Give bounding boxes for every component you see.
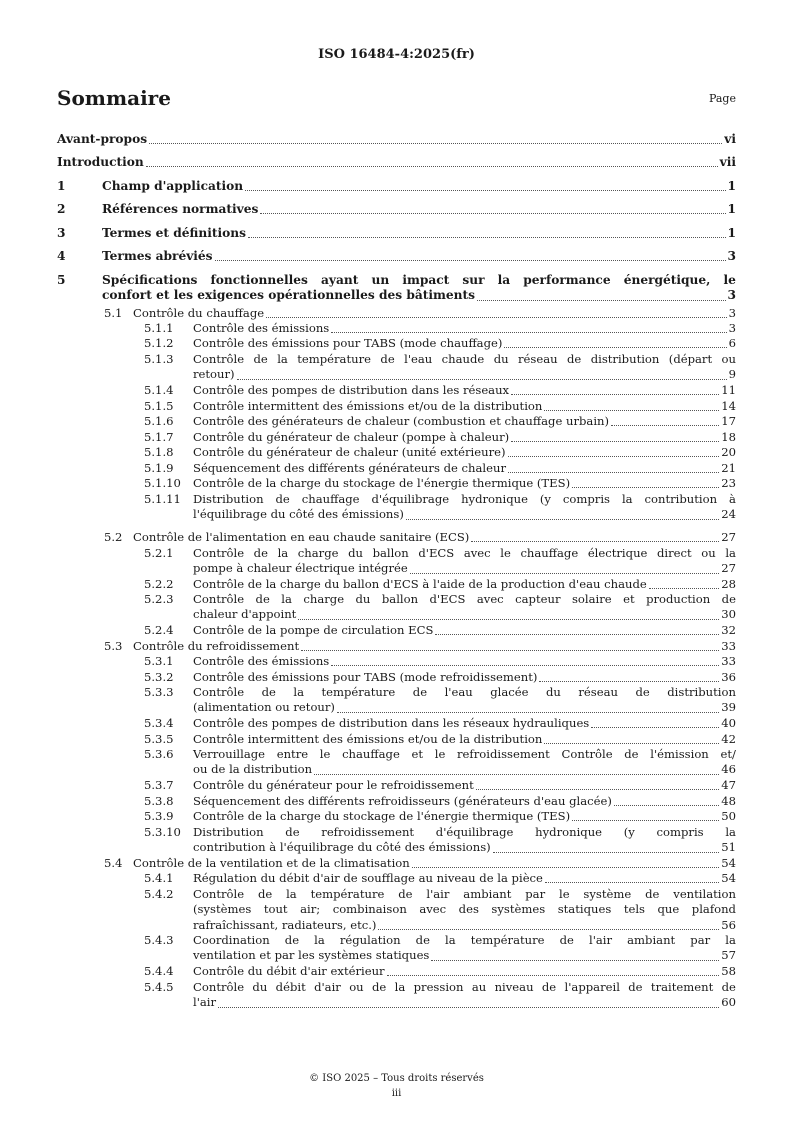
toc-entry-page: 11 — [721, 383, 736, 397]
toc-entry-title: Régulation du débit d'air de soufflage au niveau de la pièce — [193, 871, 543, 885]
toc-entry-title: Verrouillage entre le chauffage et le refroidissement Contrôle de l'émission et/ — [193, 747, 736, 761]
dot-leader — [431, 960, 719, 961]
toc-entry-page: 33 — [721, 639, 736, 653]
toc-entry-number: 5.3.2 — [144, 670, 174, 684]
toc-entry-number: 5.3.7 — [144, 778, 174, 792]
toc-entry-page: 20 — [721, 445, 736, 459]
dot-leader — [245, 190, 725, 191]
dot-leader — [149, 143, 722, 144]
toc-entry-number: 2 — [57, 202, 66, 216]
toc-entry-page: 1 — [727, 179, 736, 193]
toc-entry-title: (alimentation ou retour) — [193, 700, 335, 715]
toc-entry-page: 39 — [721, 700, 736, 715]
toc-entry-page: 27 — [721, 561, 736, 576]
toc-entry-page: 30 — [721, 607, 736, 622]
dot-leader — [435, 634, 719, 635]
toc-entry-number: 5.3.8 — [144, 794, 174, 808]
dot-leader — [572, 487, 719, 488]
dot-leader — [412, 867, 720, 868]
toc-entry-number: 1 — [57, 179, 66, 193]
toc-entry-title: Contrôle des émissions pour TABS (mode refroidissement) — [193, 670, 538, 684]
toc-entry-title: Introduction — [57, 155, 144, 169]
toc-entry-number: 5.1.3 — [144, 352, 174, 366]
toc-entry-page: 14 — [721, 399, 736, 413]
dot-leader — [544, 743, 719, 744]
toc-entry-number: 5.2.1 — [144, 546, 174, 560]
dot-leader — [471, 541, 719, 542]
toc-entry-number: 5.2.2 — [144, 577, 174, 591]
toc-entry-title: Contrôle de la charge du stockage de l'énergie thermique (TES) — [193, 476, 571, 490]
dot-leader — [504, 347, 726, 348]
toc-entry-page: 54 — [721, 871, 736, 885]
toc-entry-title: Contrôle du débit d'air ou de la pression au niveau de l'appareil de traitement de — [193, 980, 736, 994]
toc-entry-number: 5.1.5 — [144, 399, 174, 413]
dot-leader — [314, 774, 719, 775]
dot-leader — [378, 929, 719, 930]
toc-entry-title: (systèmes tout air; combinaison avec des systèmes statiques tels que plafond — [193, 902, 736, 917]
toc-entry-page: 56 — [721, 917, 736, 932]
toc-entry-title: ou de la distribution — [193, 762, 313, 777]
toc-entry-page: 42 — [721, 732, 736, 746]
toc-entry-page: 1 — [727, 226, 736, 240]
page-column-label: Page — [708, 92, 736, 105]
toc-entry-number: 5.4.2 — [144, 887, 174, 901]
toc-entry-title: Contrôle de la température de l'air ambiant par le système de ventilation — [193, 887, 736, 901]
dot-leader — [215, 260, 726, 261]
toc-entry-title: chaleur d'appoint — [193, 607, 297, 622]
toc-entry-page: 3 — [728, 306, 736, 320]
toc-entry-number: 5.1.1 — [144, 321, 174, 335]
toc-entry-title: Contrôle des émissions pour TABS (mode chauffage) — [193, 336, 503, 350]
dot-leader — [611, 425, 719, 426]
toc-entry-title: retour) — [193, 367, 235, 382]
toc-entry-title: Contrôle du débit d'air extérieur — [193, 964, 385, 978]
toc-entry-page: 60 — [721, 995, 736, 1010]
toc-entry-number: 3 — [57, 226, 66, 240]
dot-leader — [331, 332, 726, 333]
dot-leader — [260, 213, 725, 214]
toc-entry-number: 5.3.10 — [144, 825, 181, 839]
toc-entry-page: 32 — [721, 623, 736, 637]
toc-entry-number: 4 — [57, 249, 66, 263]
toc-entry-number: 5.1.4 — [144, 383, 174, 397]
toc-entry-page: 58 — [721, 964, 736, 978]
dot-leader — [146, 166, 718, 167]
dot-leader — [591, 727, 719, 728]
toc-entry-title: Spécifications fonctionnelles ayant un impact sur la performance énergétique, le — [102, 273, 736, 287]
toc-entry-title: ventilation et par les systèmes statiques — [193, 948, 430, 963]
toc-entry-page: 24 — [721, 507, 736, 522]
toc-entry-number: 5.1.2 — [144, 336, 174, 350]
dot-leader — [387, 975, 720, 976]
dot-leader — [511, 441, 719, 442]
toc-entry-title: Contrôle intermittent des émissions et/ou de la distribution — [193, 399, 543, 413]
toc-entry-page: 18 — [721, 430, 736, 444]
toc-entry-page: 33 — [721, 654, 736, 668]
toc-entry-number: 5.1.7 — [144, 430, 174, 444]
toc-entry-title: Séquencement des différents refroidisseurs (générateurs d'eau glacée) — [193, 794, 612, 808]
toc-entry-title: Champ d'application — [102, 179, 244, 193]
dot-leader — [545, 882, 719, 883]
dot-leader — [508, 456, 720, 457]
toc-entry-page: 3 — [728, 321, 736, 335]
toc-entry-title: Contrôle de la température de l'eau glacée du réseau de distribution — [193, 685, 736, 699]
toc-entry-page: 57 — [721, 948, 736, 963]
toc-entry-number: 5.2 — [104, 530, 123, 544]
toc-entry-page: 48 — [721, 794, 736, 808]
toc-entry-page: 46 — [721, 762, 736, 777]
toc-entry-number: 5.1.8 — [144, 445, 174, 459]
toc-entry-number: 5.2.4 — [144, 623, 174, 637]
toc-entry-page: 17 — [721, 414, 736, 428]
toc-entry-title: Distribution de refroidissement d'équilibrage hydronique (y compris la — [193, 825, 736, 839]
page-title: Sommaire — [57, 86, 171, 110]
toc-entry-page: 3 — [727, 249, 736, 263]
toc-entry-number: 5.1.10 — [144, 476, 181, 490]
toc-entry-page: 28 — [721, 577, 736, 591]
toc-entry-title: Contrôle de l'alimentation en eau chaude sanitaire (ECS) — [133, 530, 470, 544]
toc-entry-number: 5.1 — [104, 306, 123, 320]
dot-leader — [511, 394, 719, 395]
dot-leader — [544, 410, 719, 411]
toc-entry-title: Termes et définitions — [102, 226, 246, 240]
dot-leader — [572, 820, 719, 821]
toc-entry-title: Contrôle des générateurs de chaleur (combustion et chauffage urbain) — [193, 414, 610, 428]
dot-leader — [493, 852, 720, 853]
toc-entry-number: 5.3.4 — [144, 716, 174, 730]
toc-entry-title: Contrôle du chauffage — [133, 306, 265, 320]
dot-leader — [266, 317, 727, 318]
toc-entry-title: rafraîchissant, radiateurs, etc.) — [193, 917, 377, 932]
toc-entry-number: 5.3.5 — [144, 732, 174, 746]
toc-entry-page: 9 — [728, 367, 736, 382]
dot-leader — [508, 472, 719, 473]
toc-entry-page: 27 — [721, 530, 736, 544]
toc-entry-number: 5.3.6 — [144, 747, 174, 761]
toc-entry-page: 47 — [721, 778, 736, 792]
toc-entry-page: vii — [719, 155, 736, 169]
toc-entry-number: 5.4.1 — [144, 871, 174, 885]
toc-entry-page: vi — [724, 132, 736, 146]
toc-entry-number: 5.3 — [104, 639, 123, 653]
toc-entry-title: pompe à chaleur électrique intégrée — [193, 561, 408, 576]
toc-entry-title: Contrôle des émissions — [193, 654, 330, 668]
toc-entry-page: 1 — [727, 202, 736, 216]
toc-entry-number: 5.3.1 — [144, 654, 174, 668]
toc-entry-title: Termes abréviés — [102, 249, 213, 263]
toc-entry-title: Contrôle intermittent des émissions et/ou de la distribution — [193, 732, 543, 746]
toc-entry-title: contribution à l'équilibrage du côté des émissions) — [193, 840, 491, 855]
dot-leader — [331, 665, 719, 666]
toc-entry-title: Contrôle du générateur de chaleur (pompe à chaleur) — [193, 430, 510, 444]
page-number: iii — [391, 1088, 402, 1099]
toc-entry-page: 23 — [721, 476, 736, 490]
toc-entry-title: Distribution de chauffage d'équilibrage hydronique (y compris la contribution à — [193, 492, 736, 506]
dot-leader — [298, 619, 719, 620]
toc-entry-number: 5.3.3 — [144, 685, 174, 699]
document-header: ISO 16484-4:2025(fr) — [318, 47, 475, 62]
toc-entry-page: 51 — [721, 840, 736, 855]
toc-entry-page: 40 — [721, 716, 736, 730]
toc-entry-title: Contrôle de la température de l'eau chaude du réseau de distribution (départ ou — [193, 352, 736, 366]
toc-entry-title: Références normatives — [102, 202, 259, 216]
toc-entry-title: Séquencement des différents générateurs de chaleur — [193, 461, 506, 475]
toc-entry-title: Contrôle du générateur de chaleur (unité extérieure) — [193, 445, 506, 459]
toc-entry-title: l'air — [193, 995, 217, 1010]
dot-leader — [301, 650, 719, 651]
toc-entry-number: 5.1.6 — [144, 414, 174, 428]
dot-leader — [218, 1007, 719, 1008]
toc-entry-title: Coordination de la régulation de la température de l'air ambiant par la — [193, 933, 736, 947]
toc-entry-number: 5.4.4 — [144, 964, 174, 978]
toc-entry-title: Contrôle de la charge du ballon d'ECS à l'aide de la production d'eau chaude — [193, 577, 647, 591]
toc-entry-page: 50 — [721, 809, 736, 823]
toc-entry-number: 5 — [57, 273, 66, 287]
toc-entry-title: Contrôle du générateur pour le refroidissement — [193, 778, 474, 792]
dot-leader — [237, 379, 727, 380]
dot-leader — [248, 237, 726, 238]
toc-entry-title: l'équilibrage du côté des émissions) — [193, 507, 404, 522]
dot-leader — [410, 573, 719, 574]
toc-entry-page: 6 — [728, 336, 736, 350]
dot-leader — [649, 588, 719, 589]
toc-entry-title: Contrôle du refroidissement — [133, 639, 300, 653]
toc-entry-title: Contrôle de la pompe de circulation ECS — [193, 623, 434, 637]
dot-leader — [337, 712, 719, 713]
toc-entry-title: Contrôle de la charge du ballon d'ECS avec capteur solaire et production de — [193, 592, 736, 606]
toc-entry-title: Avant-propos — [57, 132, 148, 146]
toc-entry-number: 5.2.3 — [144, 592, 174, 606]
toc-entry-number: 5.4 — [104, 856, 123, 870]
toc-entry-page: 21 — [721, 461, 736, 475]
toc-entry-number: 5.3.9 — [144, 809, 174, 823]
toc-entry-page: 54 — [721, 856, 736, 870]
copyright-notice: © ISO 2025 – Tous droits réservés — [309, 1073, 484, 1084]
toc-entry-title: Contrôle de la charge du stockage de l'énergie thermique (TES) — [193, 809, 571, 823]
dot-leader — [476, 789, 719, 790]
dot-leader — [614, 805, 719, 806]
toc-entry-title: Contrôle de la ventilation et de la climatisation — [133, 856, 410, 870]
toc-entry-number: 5.1.11 — [144, 492, 181, 506]
toc-entry-page: 36 — [721, 670, 736, 684]
toc-entry-number: 5.4.5 — [144, 980, 174, 994]
dot-leader — [406, 519, 719, 520]
toc-entry-title: Contrôle des émissions — [193, 321, 330, 335]
dot-leader — [477, 300, 725, 301]
dot-leader — [539, 681, 719, 682]
toc-entry-title: confort et les exigences opérationnelles des bâtiments — [102, 288, 476, 303]
toc-entry-number: 5.1.9 — [144, 461, 174, 475]
page-footer — [0, 1071, 793, 1101]
toc-entry-number: 5.4.3 — [144, 933, 174, 947]
toc-entry-title: Contrôle des pompes de distribution dans les réseaux hydrauliques — [193, 716, 590, 730]
toc-entry-title: Contrôle des pompes de distribution dans les réseaux — [193, 383, 510, 397]
toc-entry-title: Contrôle de la charge du ballon d'ECS avec le chauffage électrique direct ou la — [193, 546, 736, 560]
toc-entry-page: 3 — [727, 288, 736, 303]
